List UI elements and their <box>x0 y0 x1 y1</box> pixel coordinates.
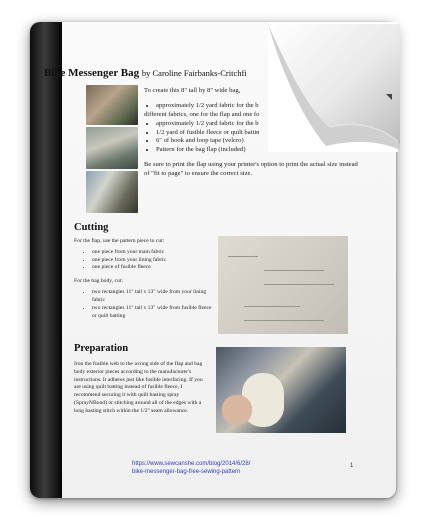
pattern-sketch-photo <box>218 236 348 334</box>
preparation-text: Iron the fusible web to the wrong side of the flap and bag body exterior pieces according to the manufacturer's instructions. It adheres just like fusible interfacing. If you are using quilt batting instead of fusible fleece, I recommend securing it with quilt basting spray (SprayNBond) or stitching around all of the edges with a long basting stitch within the 1/2" seam allowance. <box>74 361 203 414</box>
body-item: • two rectangles 11" tall x 13" wide from fusible fleece or quilt batting <box>92 305 214 321</box>
photo-bag-1 <box>86 85 138 125</box>
body-list <box>74 289 214 320</box>
materials-item: • 1/2 yard of fusible fleece or quilt battin <box>156 129 364 138</box>
source-link-line1[interactable]: https://www.sewcanshe.com/blog/2014/6/28/ <box>132 461 251 467</box>
photo-bike <box>86 171 138 213</box>
photo-strip <box>86 85 138 213</box>
materials-item: • approximately 1/2 yard fabric for the b <box>156 120 364 129</box>
document-spine <box>30 22 62 498</box>
materials-item: • 6" of hook and loop tape (velcro) <box>156 137 364 146</box>
body-item: • two rectangles 11" tall x 13" wide from your lining fabric <box>92 289 214 305</box>
source-link[interactable] <box>132 460 250 476</box>
flap-item: • one piece from your main fabric <box>92 249 214 257</box>
flap-intro: For the flap, use the pattern piece to cut: <box>74 238 165 244</box>
preparation-heading: Preparation <box>74 343 129 354</box>
page-number: 1 <box>350 463 354 469</box>
body-intro: For the bag body, cut: <box>74 278 123 285</box>
cutting-heading: Cutting <box>74 222 109 233</box>
flap-item: • one piece of fusible fleece <box>92 264 214 272</box>
page-title: Bike Messenger Bag by Caroline Fairbanks-Critchfi <box>44 67 247 79</box>
intro-lead: To create this 8" tall by 8" wide bag, <box>144 87 241 94</box>
page-curl-icon <box>268 24 400 152</box>
materials-item: • approximately 1/2 yard fabric for the b <box>156 102 364 111</box>
materials-wrap: different fabrics, one for the flap and one fo <box>144 110 260 118</box>
source-link-line2[interactable]: bike-messenger-bag-free-sewing-pattern <box>132 469 241 476</box>
print-note: Be sure to print the flap using your printer's option to print the actual size instead of "fit to page" to ensure the correct size. <box>144 161 358 178</box>
flap-item: • one piece from your lining fabric <box>92 257 214 265</box>
photo-bag-2 <box>86 127 138 169</box>
materials-item: • Pattern for the bag flap (included) <box>156 146 364 155</box>
fusing-photo <box>216 347 346 433</box>
flap-list <box>74 249 214 272</box>
cutting-section <box>74 238 214 325</box>
author-byline: by Caroline Fairbanks-Critchfi <box>141 68 247 78</box>
